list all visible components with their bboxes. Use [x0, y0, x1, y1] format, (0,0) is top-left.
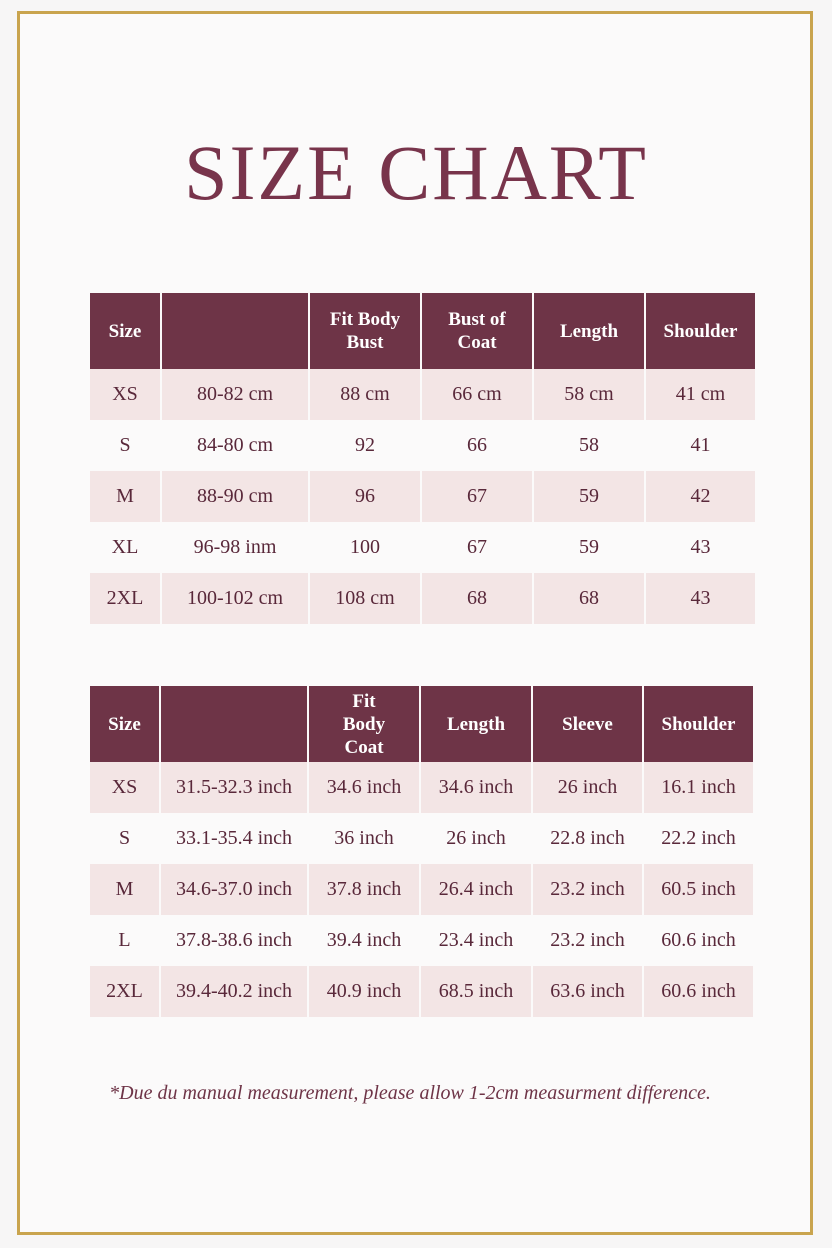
header-cell: Fit Body Coat — [309, 686, 419, 762]
table-cell: 68 — [534, 573, 644, 624]
table-cell: S — [90, 813, 159, 864]
table-row — [90, 573, 755, 624]
table-cell: 92 — [310, 420, 420, 471]
header-cell — [162, 293, 308, 369]
header-cell: Fit Body Bust — [310, 293, 420, 369]
table-cell: 36 inch — [309, 813, 419, 864]
table-cell: 100-102 cm — [162, 573, 308, 624]
table-cell: 68 — [422, 573, 532, 624]
table-row — [90, 966, 753, 1017]
table-cell: 59 — [534, 522, 644, 573]
table-cell: 43 — [646, 522, 755, 573]
table-cell: 60.6 inch — [644, 966, 753, 1017]
table-cell: 100 — [310, 522, 420, 573]
size-table-cm — [88, 293, 757, 624]
table-cell: L — [90, 915, 159, 966]
header-cell: Size — [90, 686, 159, 762]
table-cell: 60.6 inch — [644, 915, 753, 966]
table-cell: 39.4 inch — [309, 915, 419, 966]
table-cell: 37.8 inch — [309, 864, 419, 915]
table-cell: 84-80 cm — [162, 420, 308, 471]
table-cell: 96-98 inm — [162, 522, 308, 573]
table-cell: 80-82 cm — [162, 369, 308, 420]
table-cell: 96 — [310, 471, 420, 522]
table-cell: 2XL — [90, 573, 160, 624]
table-cell: S — [90, 420, 160, 471]
table-cell: 23.4 inch — [421, 915, 531, 966]
table-cell: 60.5 inch — [644, 864, 753, 915]
table-row — [90, 762, 753, 813]
table-row — [90, 864, 753, 915]
table-cell: 34.6-37.0 inch — [161, 864, 307, 915]
table-header-row — [90, 293, 755, 369]
table-cell: 43 — [646, 573, 755, 624]
table-cell: 67 — [422, 522, 532, 573]
header-cell: Shoulder — [646, 293, 755, 369]
table-cell: 26 inch — [421, 813, 531, 864]
table-cell: XS — [90, 369, 160, 420]
table-cell: 68.5 inch — [421, 966, 531, 1017]
table-cell: M — [90, 471, 160, 522]
table-cell: 23.2 inch — [533, 864, 642, 915]
table-cell: 23.2 inch — [533, 915, 642, 966]
table-cell: XS — [90, 762, 159, 813]
header-cell: Size — [90, 293, 160, 369]
header-cell: Bust of Coat — [422, 293, 532, 369]
table-cell: 34.6 inch — [421, 762, 531, 813]
table-cell: 33.1-35.4 inch — [161, 813, 307, 864]
header-cell: Length — [421, 686, 531, 762]
table-cell: 58 — [534, 420, 644, 471]
table-cell: 34.6 inch — [309, 762, 419, 813]
table-cell: 67 — [422, 471, 532, 522]
table-row — [90, 522, 755, 573]
table-row — [90, 813, 753, 864]
table-cell: 41 — [646, 420, 755, 471]
table-header-row — [90, 686, 753, 762]
table-cell: 26 inch — [533, 762, 642, 813]
table-cell: 108 cm — [310, 573, 420, 624]
table-cell: 88 cm — [310, 369, 420, 420]
table-cell: 59 — [534, 471, 644, 522]
table-row — [90, 420, 755, 471]
table-cell: M — [90, 864, 159, 915]
table-cell: 88-90 cm — [162, 471, 308, 522]
table-cell: 22.2 inch — [644, 813, 753, 864]
table-row — [90, 915, 753, 966]
table-cell: 31.5-32.3 inch — [161, 762, 307, 813]
table-cell: 42 — [646, 471, 755, 522]
table-row — [90, 369, 755, 420]
table-cell: 22.8 inch — [533, 813, 642, 864]
table-cell: XL — [90, 522, 160, 573]
table-cell: 2XL — [90, 966, 159, 1017]
measurement-note: *Due du manual measurement, please allow 1-2cm measurment difference. — [109, 1082, 711, 1104]
size-table-inch — [88, 686, 755, 1017]
header-cell — [161, 686, 307, 762]
table-cell: 26.4 inch — [421, 864, 531, 915]
table-cell: 40.9 inch — [309, 966, 419, 1017]
header-cell: Length — [534, 293, 644, 369]
table-row — [90, 471, 755, 522]
header-cell: Sleeve — [533, 686, 642, 762]
table-cell: 37.8-38.6 inch — [161, 915, 307, 966]
header-cell: Shoulder — [644, 686, 753, 762]
table-cell: 39.4-40.2 inch — [161, 966, 307, 1017]
page-title: SIZE CHART — [184, 129, 648, 216]
table-cell: 63.6 inch — [533, 966, 642, 1017]
table-cell: 16.1 inch — [644, 762, 753, 813]
table-cell: 41 cm — [646, 369, 755, 420]
table-cell: 66 — [422, 420, 532, 471]
table-cell: 58 cm — [534, 369, 644, 420]
table-cell: 66 cm — [422, 369, 532, 420]
